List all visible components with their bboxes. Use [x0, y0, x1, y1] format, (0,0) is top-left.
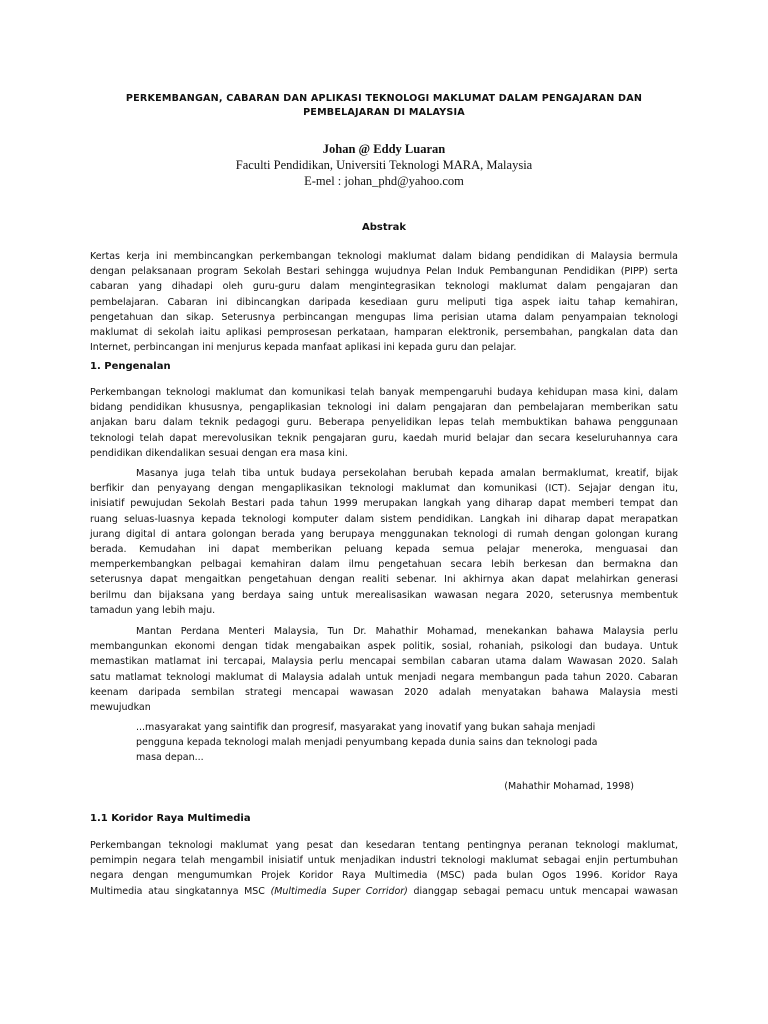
text-line: memperkembangkan pelbagai kemahiran dalam ilmu pengetahuan secara lebih berkesan dan bermakna dan — [90, 559, 678, 571]
text-line: maklumat di sekolah iaitu aplikasi pemprosesan perkataan, hamparan elektronik, persembahan, pangkalan data dan — [90, 327, 678, 339]
text-run: dianggap sebagai pemacu untuk mencapai wawasan — [407, 885, 678, 897]
intro-paragraph-2 — [90, 466, 678, 618]
intro-paragraph-1 — [90, 385, 678, 461]
text-line: ruang seluas-luasnya kepada teknologi komputer dalam sistem pendidikan. Langkah ini diharap dapat merapatkan — [90, 513, 678, 525]
text-run: Multimedia atau singkatannya MSC — [90, 885, 271, 897]
text-line: berfikir dan penyayang dengan mengaplikasikan teknologi maklumat dan komunikasi (ICT). Sejajar dengan itu, — [90, 483, 678, 495]
author-name: Johan @ Eddy Luaran — [322, 142, 446, 156]
block-quote — [136, 720, 636, 766]
text-line: dengan pelaksanaan program Sekolah Bestari sehingga wujudnya Pelan Induk Pembangunan Pendidikan (PIPP) serta — [90, 266, 678, 278]
abstract-paragraph — [90, 249, 678, 355]
text-line: keenam daripada sembilan strategi mencapai wawasan 2020 adalah menyatakan bahawa Malaysia mesti — [90, 686, 678, 698]
abstract-heading: Abstrak — [362, 222, 406, 233]
quote-line: ...masyarakat yang saintifik dan progresif, masyarakat yang inovatif yang bukan sahaja menjadi — [136, 722, 596, 733]
text-line: teknologi telah dapat merevolusikan teknik pengajaran guru, kaedah murid belajar dan secara keseluruhannya cara — [90, 432, 678, 444]
text-line: satu matlamat teknologi maklumat di Malaysia adalah untuk menjadi negara membangun pada tahun 2020. Cabaran — [90, 671, 678, 683]
text-line: inisiatif pewujudan Sekolah Bestari pada tahun 1999 merupakan langkah yang diharap dapat memberi tempat dan — [90, 498, 678, 510]
quote-line: pengguna kepada teknologi malah menjadi penyumbang kepada dunia sains dan teknologi pada — [136, 737, 598, 749]
subsection-heading: 1.1 Koridor Raya Multimedia — [90, 813, 251, 824]
text-line: anjakan baru dalam teknik pedagogi guru. Beberapa penyelidikan lepas telah membuktikan bahawa penggunaan — [90, 417, 678, 429]
author-block — [90, 141, 678, 189]
author-affiliation: Faculti Pendidikan, Universiti Teknologi MARA, Malaysia — [235, 158, 533, 172]
section-heading: 1. Pengenalan — [90, 361, 171, 372]
text-line: negara dengan mengumumkan Projek Koridor Raya Multimedia (MSC) pada bulan Ogos 1996. Koridor Raya — [90, 870, 678, 882]
text-line: tamadun yang lebih maju. — [90, 604, 216, 616]
text-line: cabaran yang dihadapi oleh guru-guru dalam mengintegrasikan teknologi maklumat dalam pengajaran dan — [90, 281, 678, 293]
text-line: seterusnya dapat mengaitkan pengetahuan dengan realiti sebenar. Ini akhirnya akan dapat melahirkan generasi — [90, 574, 678, 586]
text-line: Masanya juga telah tiba untuk budaya persekolahan berubah kepada amalan bermaklumat, kreatif, bijak — [136, 468, 678, 479]
text-line: Perkembangan teknologi maklumat dan komunikasi telah banyak mempengaruhi budaya kehidupan masa kini, dalam — [90, 387, 678, 398]
text-line: Kertas kerja ini membincangkan perkembangan teknologi maklumat dalam bidang pendidikan di Malaysia bermula — [90, 251, 678, 262]
italic-term: (Multimedia Super Corridor) — [270, 885, 408, 897]
text-line: Mantan Perdana Menteri Malaysia, Tun Dr. Mahathir Mohamad, menekankan bahawa Malaysia perlu — [136, 626, 678, 637]
text-line: berada. Kemudahan ini dapat memberikan peluang kepada semua pelajar meneroka, menguasai dan — [90, 544, 678, 556]
text-line — [90, 884, 678, 899]
title-line: PEMBELAJARAN DI MALAYSIA — [303, 107, 465, 118]
text-line: pengetahuan dan sikap. Seterusnya perbincangan mengupas lima perisian utama dalam penyampaian teknologi — [90, 311, 678, 323]
text-line: berilmu dan bijaksana yang berdaya saing untuk merealisasikan wawasan negara 2020, seterusnya membentuk — [90, 589, 678, 601]
title-line: PERKEMBANGAN, CABARAN DAN APLIKASI TEKNOLOGI MAKLUMAT DALAM PENGAJARAN DAN — [125, 93, 643, 104]
msc-paragraph — [90, 838, 678, 899]
text-line: mewujudkan — [90, 702, 151, 714]
intro-paragraph-3 — [90, 624, 678, 715]
quote-line: masa depan... — [136, 752, 204, 764]
text-line: bidang pendidikan khususnya, pengaplikasian teknologi ini dalam pengajaran dan pembelajaran memberikan satu — [90, 402, 678, 414]
text-line: membangunkan ekonomi dengan tidak mengabaikan aspek politik, sosial, rohaniah, psikologi dan budaya. Untuk — [90, 641, 678, 653]
text-line: pendidikan dikendalikan sesuai dengan era masa kini. — [90, 447, 348, 459]
text-line: pembelajaran. Cabaran ini dibincangkan daripada kesediaan guru meliputi tiga aspek iaitu tahap kemahiran, — [90, 296, 678, 308]
quote-citation: (Mahathir Mohamad, 1998) — [504, 781, 634, 792]
text-line: pemimpin negara telah mengambil inisiatif untuk menjadikan industri teknologi maklumat sebagai enjin pertumbuhan — [90, 855, 678, 867]
paper-title — [90, 92, 678, 120]
text-line: memastikan matlamat ini tercapai, Malaysia perlu mencapai sembilan cabaran utama dalam Wawasan 2020. Salah — [90, 656, 678, 668]
text-line: jurang digital di antara golongan berada yang berupaya menggunakan teknologi di rumah dengan golongan kurang — [90, 528, 678, 540]
text-line: Perkembangan teknologi maklumat yang pesat dan kesedaran tentang pentingnya peranan teknologi maklumat, — [90, 840, 678, 851]
text-line: Internet, perbincangan ini menjurus kepada manfaat aplikasi ini kepada guru dan pelajar. — [90, 342, 517, 354]
author-email: E-mel : johan_phd@yahoo.com — [304, 174, 464, 188]
